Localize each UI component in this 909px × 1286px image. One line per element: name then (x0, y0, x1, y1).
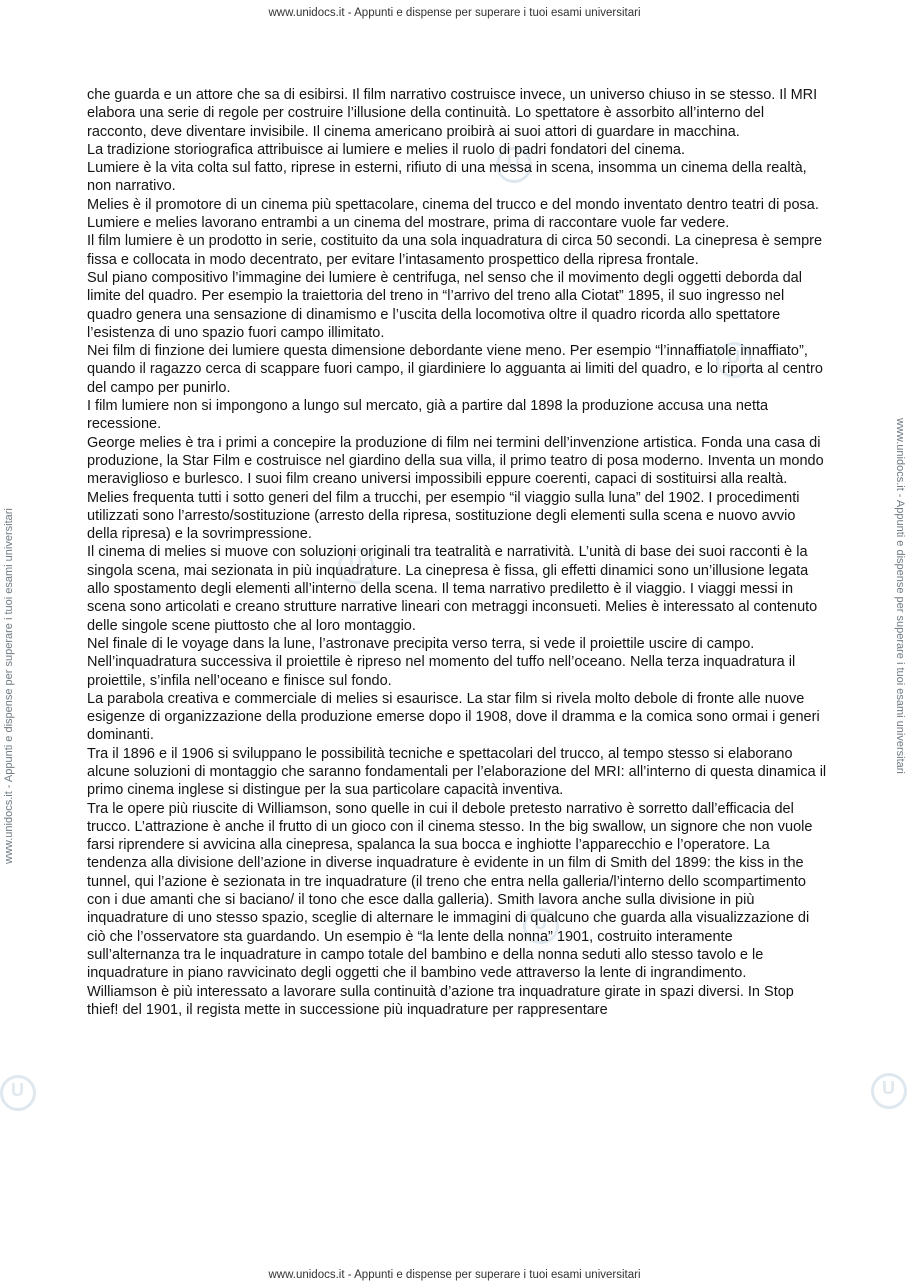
watermark-logo-icon (871, 1073, 907, 1109)
paragraph: La parabola creativa e commerciale di melies si esaurisce. La star film si rivela molto debole di fronte alle nuove esigenze di organizzazione della produzione emerse dopo il 1908, dove il dramma e la comica sono ormai i generi dominanti. (87, 690, 820, 744)
paragraph: Williamson è più interessato a lavorare sulla continuità d’azione tra inquadrature girate in spazi diversi. In Stop thief! del 1901, il regista mette in successione più inquadrature per rappresentare (87, 983, 794, 1018)
paragraph: Tra le opere più riuscite di Williamson, sono quelle in cui il debole pretesto narrativo è sorretto dall’efficacia del trucco. L’attrazione è anche il frutto di un gioco con il cinema stesso. In the big swallow, un signore che non vuole farsi riprendere si avvicina alla cinepresa, spalanca la sua bocca e inghiotte l’apparecchio e l’operatore. La tendenza alla divisione dell’azione in diverse inquadrature è evidente in un film di Smith del 1899: the kiss in the tunnel, qui l’azione è sezionata in tre inquadrature (il treno che entra nella galleria/l’interno dello scompartimento con i due amanti che si baciano/ il tono che esce dalla galleria). Smith lavora anche sulla divisione in più inquadrature di uno stesso spazio, sceglie di alternare le immagini di qualcuno che guarda alla visualizzazione di ciò che l’osservatore sta guardando. Un esempio è “la lente della nonna” 1901, costruito interamente sull’alternanza tra le inquadrature in campo totale del bambino e della nonna seduti allo stesso tavolo e le inquadrature in piano ravvicinato degli oggetti che il bambino vede attraverso la lente di ingrandimento. (87, 800, 813, 982)
paragraph: Lumiere è la vita colta sul fatto, riprese in esterni, rifiuto di una messa in scena, insomma un cinema della realtà, non narrativo. (87, 160, 807, 195)
watermark-logo-icon (0, 1075, 36, 1111)
header-watermark: www.unidocs.it - Appunti e dispense per superare i tuoi esami universitari (268, 7, 641, 19)
paragraph: I film lumiere non si impongono a lungo sul mercato, già a partire dal 1898 la produzione accusa una netta recessione. (87, 398, 769, 433)
paragraph: Lumiere e melies lavorano entrambi a un cinema del mostrare, prima di raccontare vuole far vedere. (87, 215, 730, 232)
paragraph: che guarda e un attore che sa di esibirsi. Il film narrativo costruisce invece, un universo chiuso in se stesso. Il MRI elabora una serie di regole per costruire l’illusione della continuità. Lo spettatore è assorbito all’interno del racconto, deve diventare invisibile. Il cinema americano proibirà ai suoi attori di guardare in macchina. (87, 87, 818, 140)
paragraph: La tradizione storiografica attribuisce ai lumiere e melies il ruolo di padri fondatori del cinema. (87, 141, 686, 158)
paragraph: Sul piano compositivo l’immagine dei lumiere è centrifuga, nel senso che il movimento degli oggetti deborda dal limite del quadro. Per esempio la traiettoria del treno in “l’arrivo del treno alla Ciotat” 1895, il suo ingresso nel quadro genera una sensazione di dinamismo e l’uscita della locomotiva oltre il quadro ricorda allo spettatore l’esistenza di uno spazio fuori campo illimitato. (87, 269, 802, 341)
paragraph: Nel finale di le voyage dans la lune, l’astronave precipita verso terra, si vede il proiettile uscire di campo. Nell’inquadratura successiva il proiettile è ripreso nel momento del tuffo nell’oceano. Nella terza inquadratura il proiettile, s’infila nell’oceano e finisce sul fondo. (87, 635, 796, 689)
paragraph: Melies è il promotore di un cinema più spettacolare, cinema del trucco e del mondo inventato dentro teatri di posa. (87, 196, 819, 213)
paragraph: Nei film di finzione dei lumiere questa dimensione debordante viene meno. Per esempio “l’innaffiatole innaffiato”, quando il ragazzo cerca di scappare fuori campo, il giardiniere lo agguanta ai limiti del quadro, e lo riporta al centro del campo per punirlo. (87, 343, 823, 396)
paragraph: Tra il 1896 e il 1906 si sviluppano le possibilità tecniche e spettacolari del trucco, al tempo stesso si elaborano alcune soluzioni di montaggio che saranno fondamentali per l’elaborazione del MRI: all’interno di questa dinamica il primo cinema inglese si distingue per la sua particolare capacità inventiva. (87, 745, 827, 799)
document-body (87, 86, 827, 1019)
paragraph: George melies è tra i primi a concepire la produzione di film nei termini dell’invenzione artistica. Fonda una casa di produzione, la Star Film e costruisce nel giardino della sua villa, il primo teatro di posa moderno. Inventa un mondo meraviglioso e burlesco. I suoi film creano universi impossibili eppure coerenti, capaci di sostituirsi alla realtà. (87, 434, 824, 488)
paragraph: Melies frequenta tutti i sotto generi del film a trucchi, per esempio “il viaggio sulla luna” del 1902. I procedimenti utilizzati sono l’arresto/sostituzione (arresto della ripresa, sostituzione degli elementi sulla scena e nuovo avvio della ripresa) e la sovrimpressione. (87, 489, 800, 543)
footer-watermark: www.unidocs.it - Appunti e dispense per superare i tuoi esami universitari (268, 1269, 641, 1281)
right-side-watermark: www.unidocs.it - Appunti e dispense per superare i tuoi esami universitari (894, 418, 906, 774)
paragraph: Il cinema di melies si muove con soluzioni originali tra teatralità e narratività. L’unità di base dei suoi racconti è la singola scena, mai sezionata in più inquadrature. La cinepresa è fissa, gli effetti dinamici sono un’illusione legata allo spostamento degli elementi all’interno della scena. Il tema narrativo prediletto è il viaggio. I viaggi messi in scena sono articolati e creano strutture narrative lineari con metraggi inconsueti. Melies è interessato al contenuto delle singole scene piuttosto che al loro montaggio. (87, 544, 818, 634)
paragraph: Il film lumiere è un prodotto in serie, costituito da una sola inquadratura di circa 50 secondi. La cinepresa è sempre fissa e collocata in modo decentrato, per evitare l’intasamento prospettico della ripresa frontale. (87, 233, 823, 268)
left-side-watermark: www.unidocs.it - Appunti e dispense per superare i tuoi esami universitari (3, 508, 15, 864)
